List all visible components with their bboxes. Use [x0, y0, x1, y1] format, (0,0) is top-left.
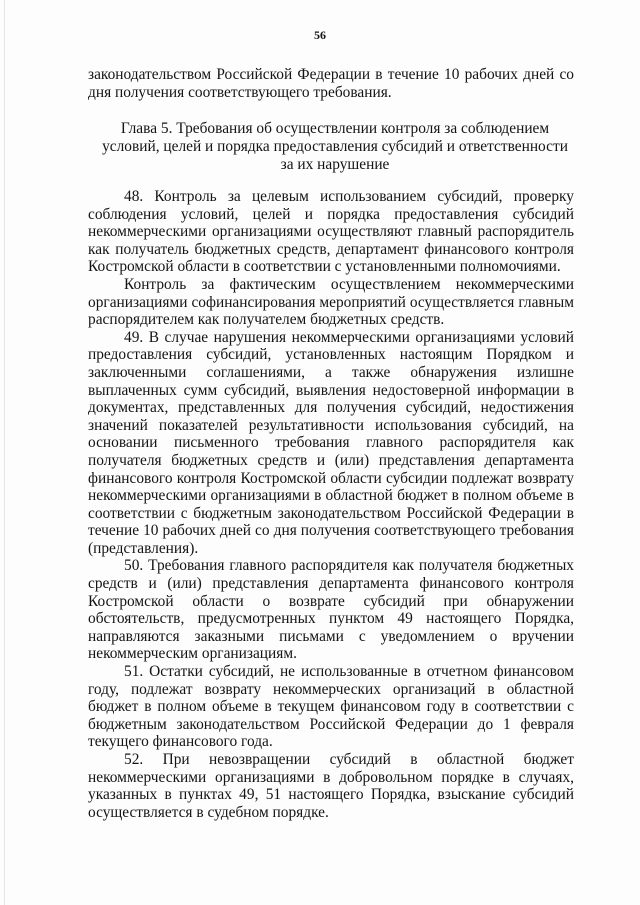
paragraph-51: 51. Остатки субсидий, не использованные в отчетном финансовом году, подлежат возврату некоммерческих организаций в областной бюджет в полном объеме в текущем финансовом году в соответствии с бюджетным законодательством Российской Федерации до 1 февраля текущего финансового года. [88, 663, 574, 751]
main-body-text [88, 188, 574, 821]
paragraph-48-control: Контроль за фактическим осуществлением некоммерческими организациями софинансирования мероприятий осуществляется главным распорядителем как получателем бюджетных средств. [88, 275, 574, 329]
continuation-paragraph: законодательством Российской Федерации в течение 10 рабочих дней со дня получения соответствующего требования. [88, 66, 574, 101]
paragraph-50: 50. Требования главного распорядителя как получателя бюджетных средств и (или) представления департамента финансового контроля Костромской области о возврате субсидий при обнаружении обстоятельств, предусмотренных пунктом 49 настоящего Порядка, направляются заказными письмами с уведомлением о вручении некоммерческим организациям. [88, 557, 574, 663]
paragraph-48: 48. Контроль за целевым использованием субсидий, проверку соблюдения условий, целей и порядка предоставления субсидий некоммерческими организациями осуществляют главный распорядитель как получатель бюджетных средств, департамент финансового контроля Костромской области в соответствии с установленными полномочиями. [88, 188, 574, 276]
continuation-text [88, 66, 574, 101]
scan-edge-line [4, 0, 5, 905]
paragraph-52: 52. При невозвращении субсидий в областной бюджет некоммерческими организациями в добровольном порядке в случаях, указанных в пунктах 49, 51 настоящего Порядка, взыскание субсидий осуществляется в судебном порядке. [88, 751, 574, 821]
chapter-heading: Глава 5. Требования об осуществлении контроля за соблюдением условий, целей и порядка предоставления субсидий и ответственности за их нарушение [102, 120, 568, 173]
page-number: 56 [314, 28, 326, 42]
paragraph-49: 49. В случае нарушения некоммерческими организациями условий предоставления субсидий, установленных настоящим Порядком и заключенными соглашениями, а также обнаружения излишне выплаченных сумм субсидий, выявления недостоверной информации в документах, представленных для получения субсидий, недостижения значений показателей результативности использования субсидий, на основании письменного требования главного распорядителя как получателя бюджетных средств и (или) представления департамента финансового контроля Костромской области субсидии подлежат возврату некоммерческими организациями в областной бюджет в полном объеме в соответствии с бюджетным законодательством Российской Федерации в течение 10 рабочих дней со дня получения соответствующего требования (представления). [88, 328, 574, 557]
